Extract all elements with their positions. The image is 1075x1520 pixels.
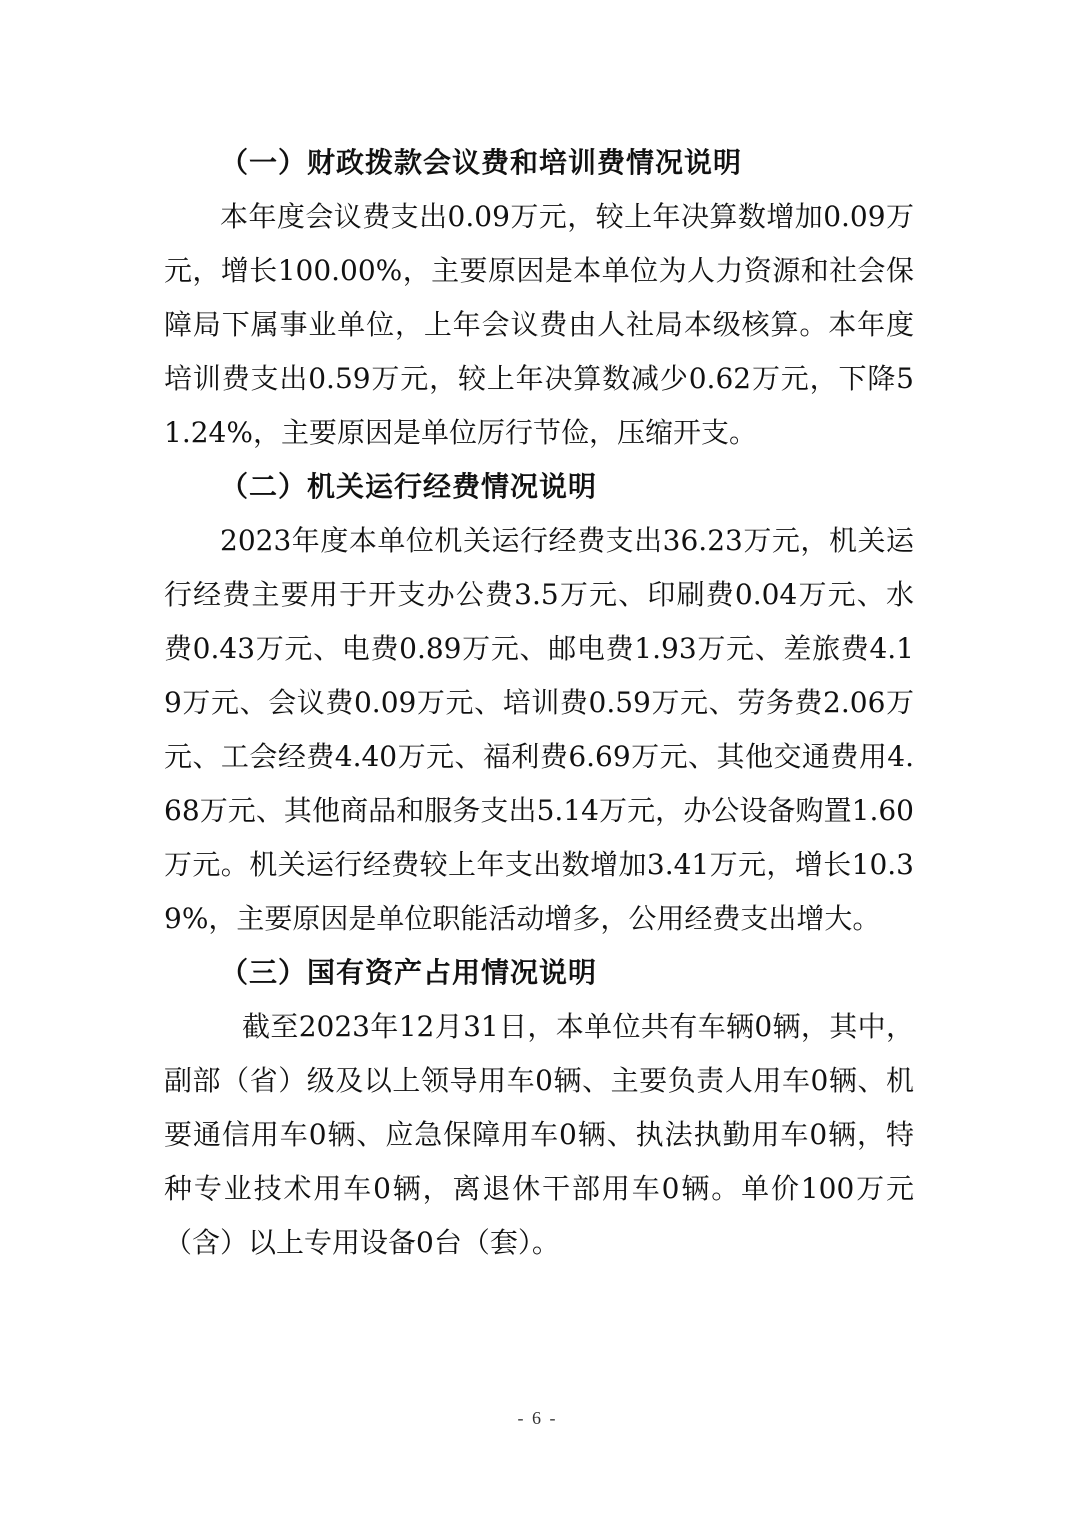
section-heading-state-assets: （三）国有资产占用情况说明 [220,956,598,989]
section-heading-operating-expenses: （二）机关运行经费情况说明 [220,470,598,503]
section-heading-meeting-training: （一）财政拨款会议费和培训费情况说明 [220,146,743,179]
paragraph-meeting-training: 本年度会议费支出0.09万元，较上年决算数增加0.09万元，增长100.00%，主要原因是本单位为人力资源和社会保障局下属事业单位，上年会议费由人社局本级核算。本年度培训费支出0.59万元，较上年决算数减少0.62万元，下降51.24%，主要原因是单位厉行节俭，压缩开支。 [164,200,914,449]
page-number: - 6 - [517,1408,558,1428]
paragraph-operating-expenses: 2023年度本单位机关运行经费支出36.23万元，机关运行经费主要用于开支办公费3.5万元、印刷费0.04万元、水费0.43万元、电费0.89万元、邮电费1.93万元、差旅费4.19万元、会议费0.09万元、培训费0.59万元、劳务费2.06万元、工会经费4.40万元、福利费6.69万元、其他交通费用4.68万元、其他商品和服务支出5.14万元，办公设备购置1.60万元。机关运行经费较上年支出数增加3.41万元，增长10.39%，主要原因是单位职能活动增多，公用经费支出增大。 [164,524,914,935]
document-body [164,136,914,1270]
paragraph-state-assets: 截至2023年12月31日，本单位共有车辆0辆，其中，副部（省）级及以上领导用车0辆、主要负责人用车0辆、机要通信用车0辆、应急保障用车0辆、执法执勤用车0辆，特种专业技术用车0辆，离退休干部用车0辆。单价100万元（含）以上专用设备0台（套）。 [164,1010,914,1259]
